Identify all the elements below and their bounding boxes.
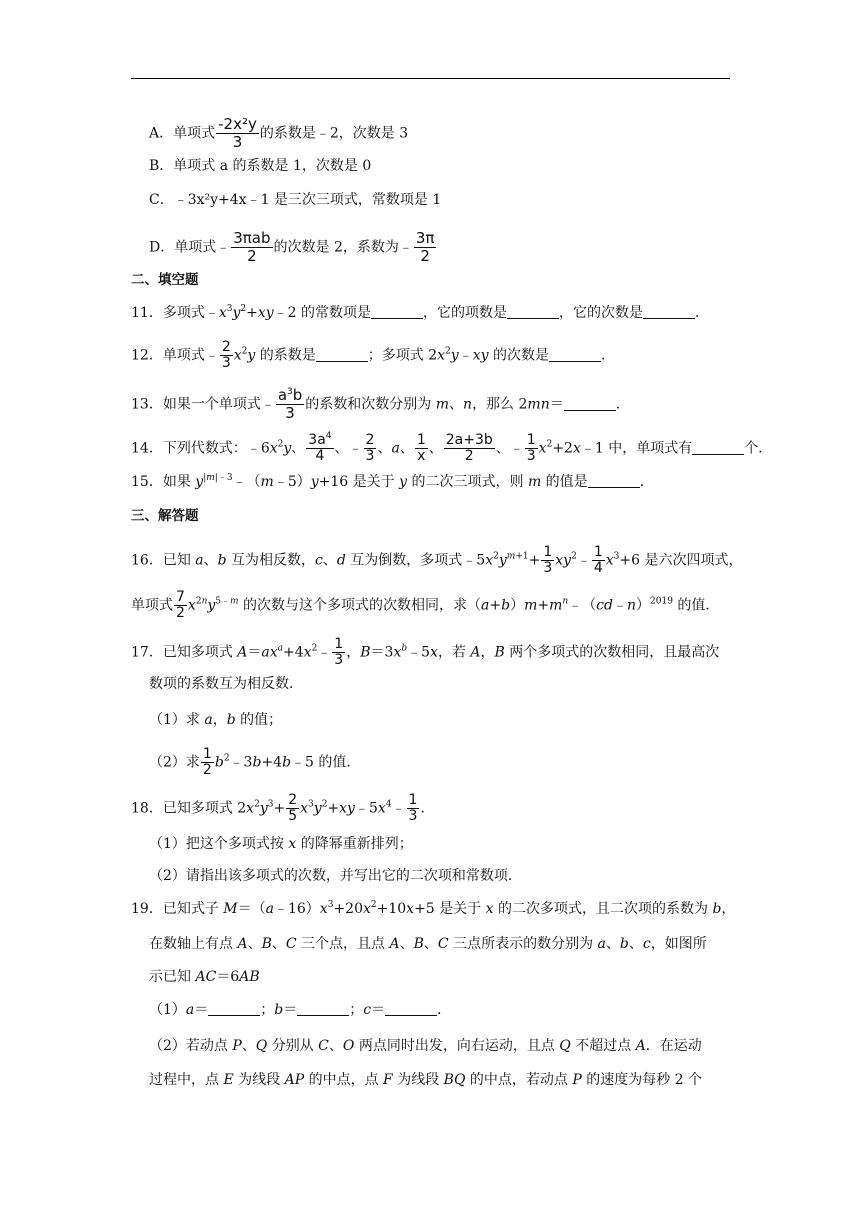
question-12: 12．单项式﹣ $\frac{2}{3}$ $x^2y$ 的系数是 ；多项式 $2x^2y﹣xy$ 的次数是 ． xyxy=(131,339,615,371)
question-17-line-2: 数项的系数互为相反数． xyxy=(149,676,303,692)
question-11: 11．多项式$﹣x^3y^2+xy﹣2$ 的常数项是 ，它的项数是 ，它的次数是 ． xyxy=(131,304,710,321)
question-19-sub-2-line-2: 过程中，点 E 为线段 AP 的中点，点 F 为线段 BQ 的中点，若动点 P 的速度为每秒 2 个 xyxy=(149,1072,703,1088)
header-rule xyxy=(131,78,730,79)
question-19-sub-1: （1）a＝ ；b＝ ；c＝ ． xyxy=(149,1002,452,1018)
option-b: B．单项式 a 的系数是 1，次数是 0 xyxy=(149,158,372,174)
question-16-line-2: 单项式 $\frac{7}{2}$ $x^{2n}y^{5﹣m}$ 的次数与这个多项式的次数相同，求$(a+b)m+m^n﹣(cd﹣n)^{2019}$ 的值． xyxy=(131,589,720,621)
question-17-sub-2: （2）求 $\frac{1}{2}$ $b^2﹣3b+4b﹣5$ 的值． xyxy=(149,746,361,778)
question-18: 18．已知多项式 $2x^2y^3+$ $\frac{2}{5}$ $x^3y^2+xy﹣5x^4﹣$ $\frac{1}{3}$ ． xyxy=(131,792,435,824)
question-15: 15．如果 $y^{|m|﹣3}﹣(m﹣5)y+16$ 是关于 y 的二次三项式，则 m 的值是 ． xyxy=(131,473,654,490)
q12-fraction: $\frac{2}{3}$ xyxy=(221,339,231,371)
option-a: A．单项式 $\frac{\text{-2x²y}}{3}$ 的系数是﹣2，次数是 3 xyxy=(149,115,409,151)
option-d: D．单项式﹣ $\frac{\text{3πab}}{2}$ 的次数是 2，系数为﹣ $\frac{3\pi}{2}$ xyxy=(149,229,435,265)
q13-fraction: $\frac{a^3b}{3}$ xyxy=(277,386,303,422)
question-19-sub-2-line-1: （2）若动点 P、Q 分别从 C、O 两点同时出发，向右运动，且点 Q 不超过点 A．在运动 xyxy=(149,1038,702,1054)
question-14: 14．下列代数式：$﹣6x^2y$、 $\frac{3a^4}{4}$ 、﹣ $\frac{2}{3}$ 、a、 $\frac{1}{x}$ 、 $\frac{2a+3b}{2}$ 、﹣ $\frac{1}{3}$ $x^2+2x﹣1$ 中，单项式有 个． xyxy=(131,431,773,464)
question-16-line-1: 16．已知 a、b 互为相反数，c、d 互为倒数，多项式$﹣5x^2y^{m+1}+$ $\frac{1}{3}$ $xy^2﹣$ $\frac{1}{4}$ $x^3+6$ 是六次四项式， xyxy=(131,544,743,576)
option-c: C．﹣3x²y+4x﹣1 是三次三项式，常数项是 1 xyxy=(149,192,442,208)
question-18-sub-1: （1）把这个多项式按 x 的降幂重新排列； xyxy=(149,836,413,852)
option-d-fraction: $\frac{\text{3πab}}{2}$ xyxy=(233,229,271,265)
section-heading-fill-in: 二、填空题 xyxy=(131,272,199,288)
question-13: 13．如果一个单项式﹣ $\frac{a^3b}{3}$ 的系数和次数分别为 m、n，那么 2mn＝ ． xyxy=(131,386,630,422)
question-18-sub-2: （2）请指出该多项式的次数，并写出它的二次项和常数项． xyxy=(149,868,522,884)
question-19-line-1: 19．已知式子 $M=(a﹣16)x^3+20x^2+10x+5$ 是关于 x 的二次多项式，且二次项的系数为 b， xyxy=(131,900,736,917)
question-19-line-2: 在数轴上有点 A、B、C 三个点，且点 A、B、C 三点所表示的数分别为 a、b、c，如图所 xyxy=(149,936,707,952)
question-17-line-1: 17．已知多项式 $A=ax^a+4x^2﹣$ $\frac{1}{3}$ ，$B=3x^b﹣5x$，若 A，B 两个多项式的次数相同，且最高次 xyxy=(131,636,720,668)
option-a-fraction: $\frac{\text{-2x²y}}{3}$ xyxy=(218,115,257,151)
question-17-sub-1: （1）求 a，b 的值； xyxy=(149,712,283,728)
option-d-fraction-2: $\frac{3\pi}{2}$ xyxy=(415,229,435,265)
question-19-line-3: 示已知 AC＝6AB xyxy=(149,969,260,985)
section-heading-answer: 三、解答题 xyxy=(131,508,199,524)
